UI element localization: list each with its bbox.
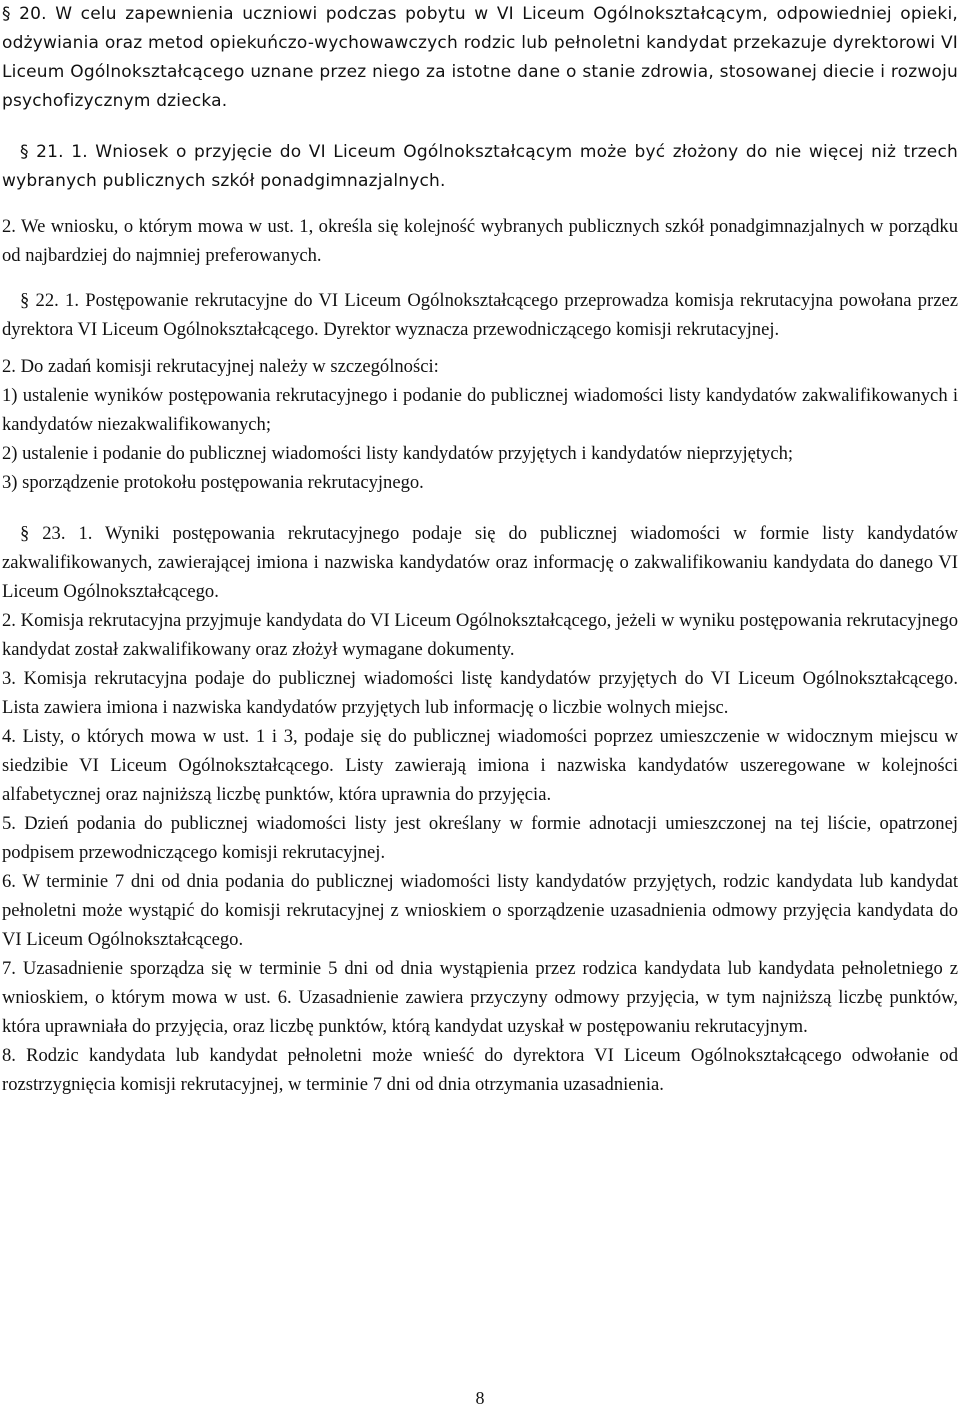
page-number: 8 xyxy=(475,1388,485,1408)
paragraph-23-5: 5. Dzień podania do publicznej wiadomości listy jest określany w formie adnotacji umieszczonej na tej liście, opatrzonej podpisem przewodniczącego komisji rekrutacyjnej. xyxy=(2,813,958,863)
paragraph-23-8: 8. Rodzic kandydata lub kandydat pełnoletni może wnieść do dyrektora VI Liceum Ogólnokształcącego odwołanie od rozstrzygnięcia komisji rekrutacyjnej, w terminie 7 dni od dnia otrzymania uzasadnienia. xyxy=(2,1045,958,1095)
list-item-2: 2) ustalenie i podanie do publicznej wiadomości listy kandydatów przyjętych i kandydatów nieprzyjętych; xyxy=(2,443,794,464)
list-item-1: 1) ustalenie wyników postępowania rekrutacyjnego i podanie do publicznej wiadomości listy kandydatów zakwalifikowanych i kandydatów niezakwalifikowanych; xyxy=(2,385,958,435)
paragraph-23-6: 6. W terminie 7 dni od dnia podania do publicznej wiadomości listy kandydatów przyjętych, rodzic kandydata lub kandydat pełnoletni może wystąpić do komisji rekrutacyjnej z wnioskiem o sporządzenie uzasadnienia odmowy przyjęcia kandydata do VI Liceum Ogólnokształcącego. xyxy=(2,871,958,950)
list-item-3: 3) sporządzenie protokołu postępowania rekrutacyjnego. xyxy=(2,472,424,493)
paragraph-23-1: § 23. 1. Wyniki postępowania rekrutacyjnego podaje się do publicznej wiadomości w formie listy kandydatów zakwalifikowanych, zawierającej imiona i nazwiska kandydatów oraz informację o zakwalifikowaniu kandydata do danego VI Liceum Ogólnokształcącego. xyxy=(2,523,958,602)
paragraph-23-4: 4. Listy, o których mowa w ust. 1 i 3, podaje się do publicznej wiadomości poprzez umieszczenie w widocznym miejscu w siedzibie VI Liceum Ogólnokształcącego. Listy zawierają imiona i nazwiska kandydatów uszeregowane w kolejności alfabetycznej oraz najniższą liczbę punktów, która uprawnia do przyjęcia. xyxy=(2,726,958,805)
paragraph-23-2: 2. Komisja rekrutacyjna przyjmuje kandydata do VI Liceum Ogólnokształcącego, jeżeli w wyniku postępowania rekrutacyjnego kandydat został zakwalifikowany oraz złożył wymagane dokumenty. xyxy=(2,610,958,660)
paragraph-21-2: 2. We wniosku, o którym mowa w ust. 1, określa się kolejność wybranych publicznych szkół ponadgimnazjalnych w porządku od najbardziej do najmniej preferowanych. xyxy=(2,216,958,266)
paragraph-23-7: 7. Uzasadnienie sporządza się w terminie 5 dni od dnia wystąpienia przez rodzica kandydata lub kandydata pełnoletniego z wnioskiem, o którym mowa w ust. 6. Uzasadnienie zawiera przyczyny odmowy przyjęcia, w tym najniższą liczbę punktów, która uprawniała do przyjęcia, oraz liczbę punktów, którą kandydat uzyskał w postępowaniu rekrutacyjnym. xyxy=(2,958,958,1037)
paragraph-21-1: § 21. 1. Wniosek o przyjęcie do VI Liceum Ogólnokształcącym może być złożony do nie więcej niż trzech wybranych publicznych szkół ponadgimnazjalnych. xyxy=(2,142,958,191)
paragraph-20: § 20. W celu zapewnienia uczniowi podczas pobytu w VI Liceum Ogólnokształcącym, odpowiedniej opieki, odżywiania oraz metod opiekuńczo-wychowawczych rodzic lub pełnoletni kandydat przekazuje dyrektorowi VI Liceum Ogólnokształcącego uznane przez niego za istotne dane o stanie zdrowia, stosowanej diecie i rozwoju psychofizycznym dziecka. xyxy=(2,4,958,111)
paragraph-22-2: 2. Do zadań komisji rekrutacyjnej należy w szczególności: xyxy=(2,356,439,377)
paragraph-22-1: § 22. 1. Postępowanie rekrutacyjne do VI Liceum Ogólnokształcącego przeprowadza komisja rekrutacyjna powołana przez dyrektora VI Liceum Ogólnokształcącego. Dyrektor wyznacza przewodniczącego komisji rekrutacyjnej. xyxy=(2,290,958,340)
paragraph-23-3: 3. Komisja rekrutacyjna podaje do publicznej wiadomości listę kandydatów przyjętych do VI Liceum Ogólnokształcącego. Lista zawiera imiona i nazwiska kandydatów przyjętych lub informację o liczbie wolnych miejsc. xyxy=(2,668,958,718)
